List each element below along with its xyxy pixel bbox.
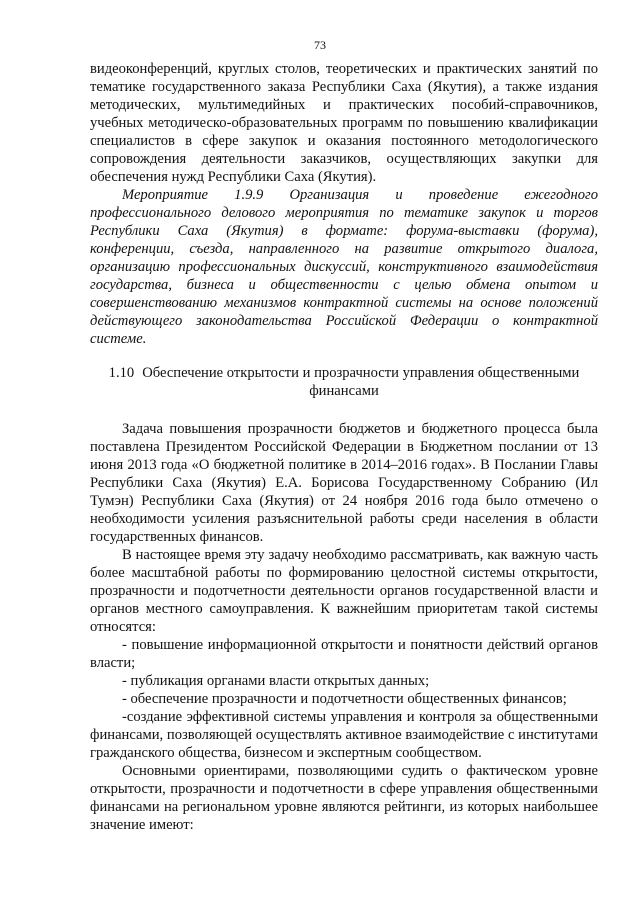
page-number: 73: [314, 38, 326, 52]
paragraph-priorities-intro: В настоящее время эту задачу необходимо рассматривать, как важную часть более масштабной работы по формированию целостной системы открытости, прозрачности и подотчетности деятельности органов государственной власти и органов местного самоуправления. К важнейшим приоритетам такой системы относятся:: [90, 547, 598, 635]
section-heading: [90, 364, 598, 400]
list-item: - повышение информационной открытости и понятности действий органов власти;: [90, 637, 598, 671]
document-body: [90, 60, 598, 834]
event-paragraph: Мероприятие 1.9.9 Организация и проведение ежегодного профессионального делового мероприятия по тематике закупок и торгов Республики Саха (Якутия) в формате: форума-выставки (форума), конференции, съезда, направленного на развитие открытого диалога, организацию профессиональных дискуссий, конструктивного взаимодействия государства, бизнеса и общественности с целью обмена опытом и совершенствованию механизмов контрактной системы на основе положений действующего законодательства Российской Федерации о контрактной системе.: [90, 187, 598, 347]
paragraph-budget-transparency: Задача повышения прозрачности бюджетов и бюджетного процесса была поставлена Президентом Российской Федерации в Бюджетном послании от 13 июня 2013 года «О бюджетной политике в 2014–2016 годах». В Послании Главы Республики Саха (Якутия) Е.А. Борисова Государственному Собранию (Ил Тумэн) Республики Саха (Якутия) от 24 ноября 2016 года было отмечено о необходимости усиления разъяснительной работы среди населения в области государственных финансов.: [90, 421, 598, 545]
paragraph-continuation: видеоконференций, круглых столов, теоретических и практических занятий по тематике государственного заказа Республики Саха (Якутия), а также издания методических, мультимедийных и практических пособий-справочников, учебных методическо-образовательных программ по повышению квалификации специалистов в сфере закупок и оказания постоянного методологического сопровождения деятельности заказчиков, осуществляющих закупки для обеспечения нужд Республики Саха (Якутия).: [90, 61, 598, 185]
list-item: - обеспечение прозрачности и подотчетности общественных финансов;: [122, 691, 567, 707]
list-item: - публикация органами власти открытых данных;: [122, 673, 430, 689]
paragraph-ratings: Основными ориентирами, позволяющими судить о фактическом уровне открытости, прозрачности и подотчетности в сфере управления общественными финансами на региональном уровне являются рейтинги, из которых наибольшее значение имеют:: [90, 763, 598, 833]
section-number: 1.10: [108, 365, 135, 381]
section-title: Обеспечение открытости и прозрачности управления общественными финансами: [142, 365, 580, 399]
list-item: -создание эффективной системы управления и контроля за общественными финансами, позволяющей осуществлять активное взаимодействие с институтами гражданского общества, бизнесом и экспертным сообществом.: [90, 709, 598, 761]
